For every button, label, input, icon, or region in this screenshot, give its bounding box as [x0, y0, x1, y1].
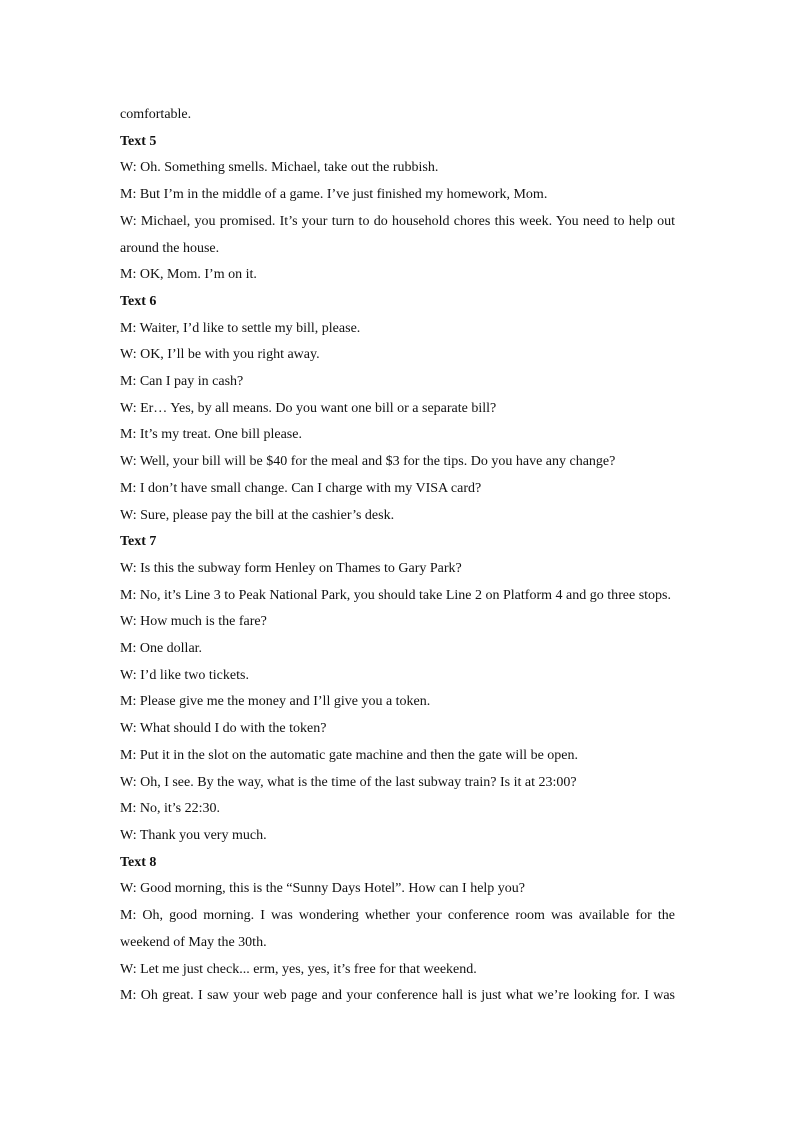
dialogue-line: W: Er… Yes, by all means. Do you want one bill or a separate bill?	[120, 400, 497, 416]
section-heading-text-6: Text 6	[120, 293, 157, 309]
section-heading-text-7: Text 7	[120, 534, 157, 550]
dialogue-line: M: No, it’s Line 3 to Peak National Park, you should take Line 2 on Platform 4 and go three stops.	[120, 587, 671, 603]
dialogue-line: M: Oh great. I saw your web page and your conference hall is just what we’re looking for. I was	[120, 988, 675, 1004]
dialogue-line: W: Good morning, this is the “Sunny Days Hotel”. How can I help you?	[120, 881, 526, 897]
dialogue-line: M: OK, Mom. I’m on it.	[120, 267, 257, 283]
dialogue-line: M: But I’m in the middle of a game. I’ve just finished my homework, Mom.	[120, 187, 548, 203]
dialogue-line: M: Can I pay in cash?	[120, 374, 244, 390]
dialogue-line: W: Oh. Something smells. Michael, take out the rubbish.	[120, 160, 439, 176]
dialogue-line: W: I’d like two tickets.	[120, 667, 249, 683]
dialogue-line: W: OK, I’ll be with you right away.	[120, 347, 320, 363]
dialogue-line: M: Put it in the slot on the automatic gate machine and then the gate will be open.	[120, 747, 579, 763]
section-heading-text-8: Text 8	[120, 854, 157, 870]
dialogue-line: W: Is this the subway form Henley on Thames to Gary Park?	[120, 560, 462, 576]
dialogue-line: W: Well, your bill will be $40 for the meal and $3 for the tips. Do you have any change?	[120, 454, 616, 470]
dialogue-line: M: Please give me the money and I’ll give you a token.	[120, 694, 431, 710]
dialogue-line: W: Let me just check... erm, yes, yes, it’s free for that weekend.	[120, 961, 477, 977]
dialogue-line: M: Oh, good morning. I was wondering whether your conference room was available for the	[120, 908, 675, 924]
dialogue-line: M: Waiter, I’d like to settle my bill, please.	[120, 320, 361, 336]
dialogue-line: M: One dollar.	[120, 641, 203, 657]
dialogue-line: M: It’s my treat. One bill please.	[120, 427, 302, 443]
dialogue-line: weekend of May the 30th.	[120, 934, 267, 950]
dialogue-line: W: Oh, I see. By the way, what is the time of the last subway train? Is it at 23:00?	[120, 774, 577, 790]
dialogue-line: around the house.	[120, 240, 220, 256]
text-line: comfortable.	[120, 107, 192, 122]
dialogue-line: M: I don’t have small change. Can I charge with my VISA card?	[120, 480, 482, 496]
dialogue-line: W: Thank you very much.	[120, 827, 267, 843]
transcript-body	[120, 102, 675, 1010]
dialogue-line: W: How much is the fare?	[120, 614, 267, 630]
dialogue-line: W: Sure, please pay the bill at the cashier’s desk.	[120, 507, 395, 523]
section-heading-text-5: Text 5	[120, 133, 157, 149]
dialogue-line: M: No, it’s 22:30.	[120, 801, 220, 817]
dialogue-line: W: What should I do with the token?	[120, 721, 327, 737]
dialogue-line: W: Michael, you promised. It’s your turn to do household chores this week. You need to help out	[120, 213, 675, 229]
